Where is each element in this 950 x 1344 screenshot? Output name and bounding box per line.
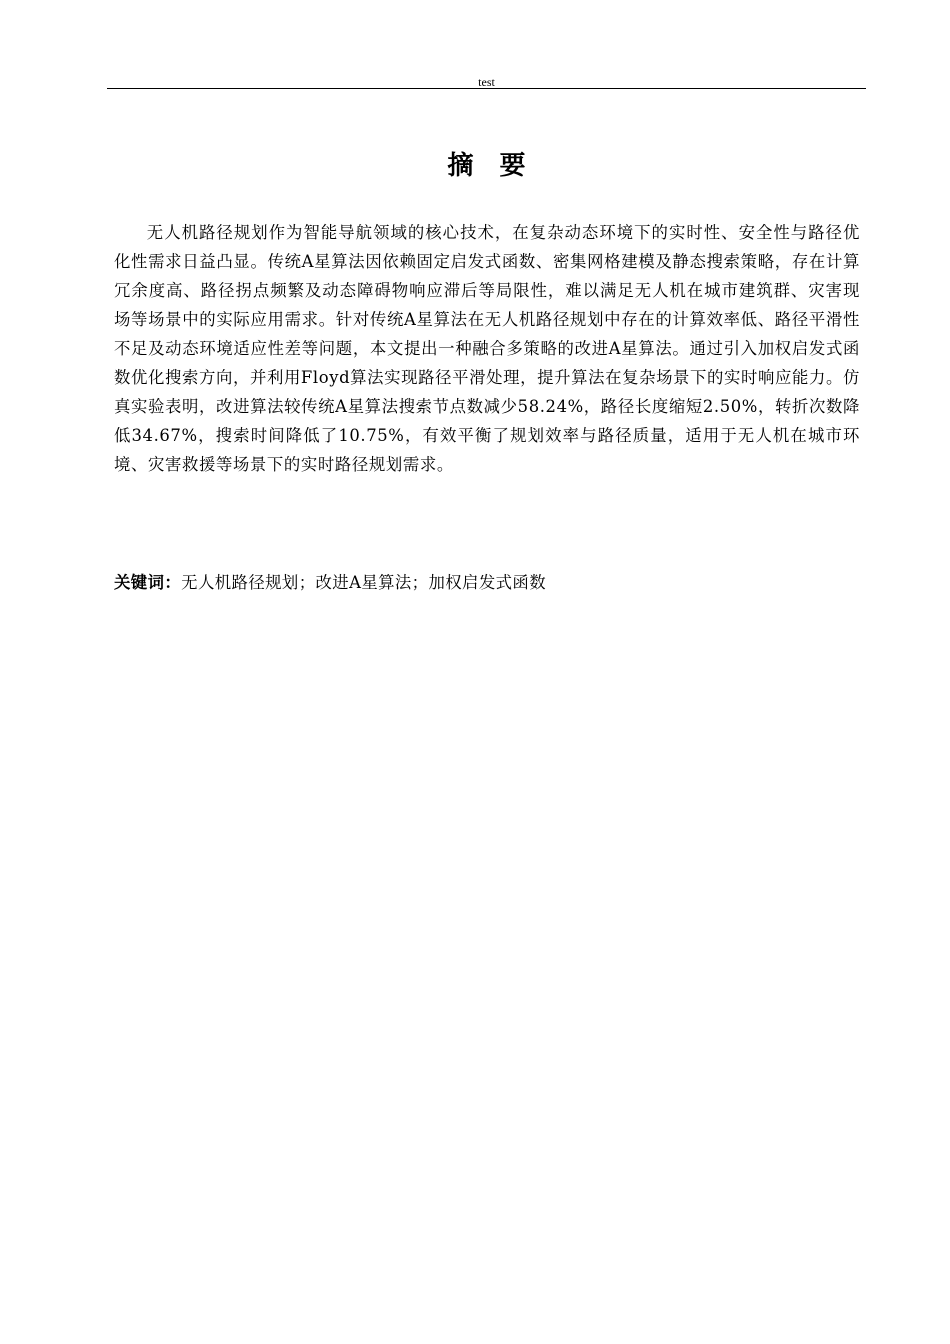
keywords-label: 关键词： bbox=[114, 573, 182, 592]
abstract-title: 摘要 bbox=[447, 151, 552, 181]
keywords-text: 无人机路径规划；改进A星算法；加权启发式函数 bbox=[181, 573, 547, 592]
abstract-body: 无人机路径规划作为智能导航领域的核心技术，在复杂动态环境下的实时性、安全性与路径优化性需求日益凸显。传统A星算法因依赖固定启发式函数、密集网格建模及静态搜索策略，存在计算冗余度高、路径拐点频繁及动态障碍物响应滞后等局限性，难以满足无人机在城市建筑群、灾害现场等场景中的实际应用需求。针对传统A星算法在无人机路径规划中存在的计算效率低、路径平滑性不足及动态环境适应性差等问题，本文提出一种融合多策略的改进A星算法。通过引入加权启发式函数优化搜索方向，并利用Floyd算法实现路径平滑处理，提升算法在复杂场景下的实时响应能力。仿真实验表明，改进算法较传统A星算法搜索节点数减少58.24%，路径长度缩短2.50%，转折次数降低34.67%，搜索时间降低了10.75%，有效平衡了规划效率与路径质量，适用于无人机在城市环境、灾害救援等场景下的实时路径规划需求。 bbox=[114, 223, 860, 474]
page-header bbox=[107, 70, 866, 89]
header-text: test bbox=[478, 75, 495, 89]
keywords-line bbox=[114, 568, 860, 597]
